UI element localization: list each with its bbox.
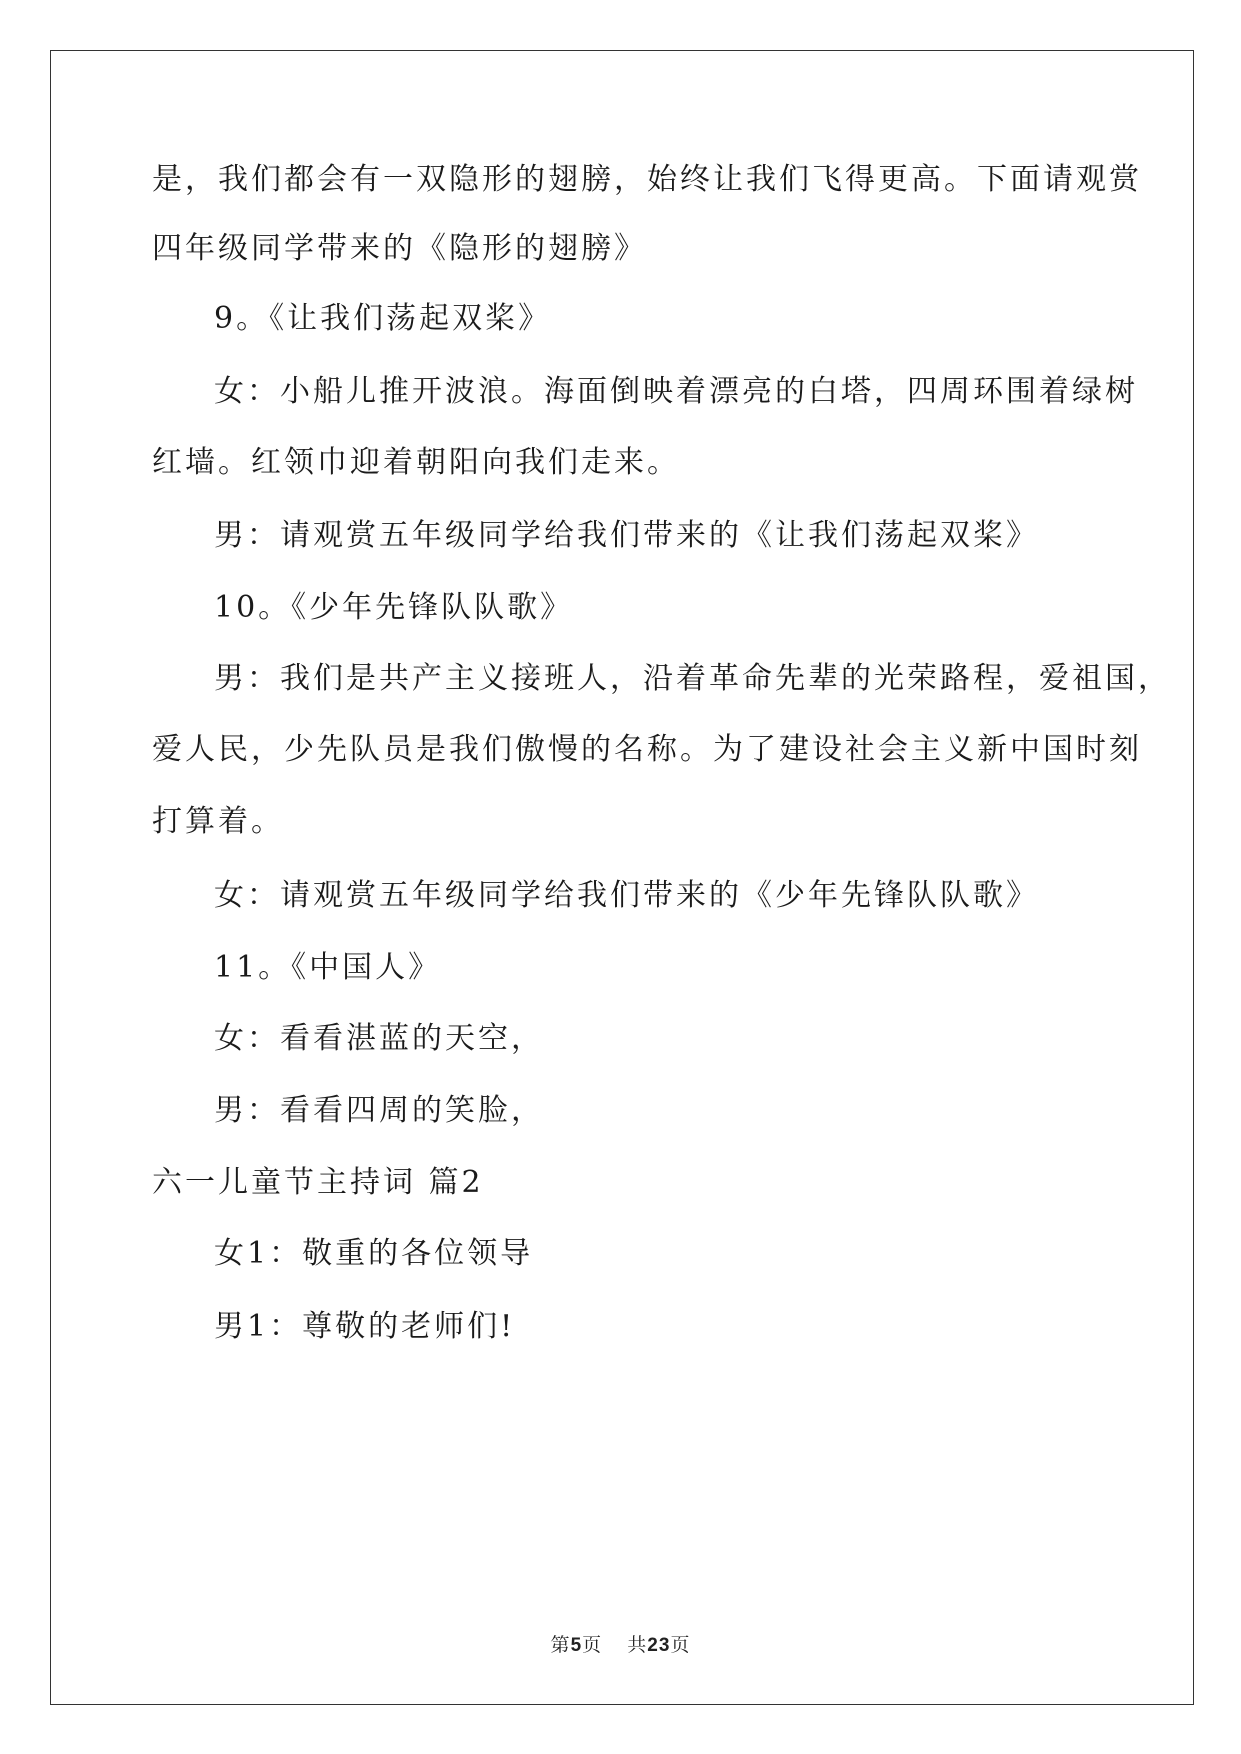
paragraph-line: 女：看看湛蓝的天空，	[214, 1021, 544, 1056]
total-page-number: 23	[647, 1635, 671, 1656]
paragraph-line: 女1：敬重的各位领导	[214, 1236, 534, 1271]
paragraph-line: 四年级同学带来的《隐形的翅膀》	[152, 231, 647, 266]
paragraph-line: 爱人民，少先队员是我们傲慢的名称。为了建设社会主义新中国时刻	[152, 732, 1142, 767]
paragraph-line: 男：看看四周的笑脸，	[214, 1093, 544, 1128]
section-heading: 10。《少年先锋队队歌》	[214, 590, 574, 625]
footer-prefix: 第	[550, 1635, 571, 1656]
current-page-number: 5	[570, 1635, 583, 1656]
paragraph-line: 打算着。	[152, 804, 284, 839]
paragraph-line: 男1：尊敬的老师们!	[214, 1309, 516, 1344]
footer-total-prefix: 共	[627, 1635, 648, 1656]
section-heading: 11。《中国人》	[214, 950, 442, 985]
paragraph-line: 红墙。红领巾迎着朝阳向我们走来。	[152, 445, 680, 480]
paragraph-line: 男：请观赏五年级同学给我们带来的《让我们荡起双桨》	[214, 518, 1039, 553]
paragraph-line: 女：小船儿推开波浪。海面倒映着漂亮的白塔，四周环围着绿树	[214, 374, 1138, 409]
paragraph-line: 女：请观赏五年级同学给我们带来的《少年先锋队队歌》	[214, 878, 1039, 913]
section-heading: 9。《让我们荡起双桨》	[214, 301, 552, 336]
page-footer	[0, 1630, 1241, 1657]
footer-page-word: 页	[582, 1635, 603, 1656]
paragraph-line: 男：我们是共产主义接班人，沿着革命先辈的光荣路程，爱祖国，	[214, 661, 1171, 696]
paragraph-line: 是，我们都会有一双隐形的翅膀，始终让我们飞得更高。下面请观赏	[152, 162, 1142, 197]
section-title: 六一儿童节主持词 篇2	[152, 1165, 484, 1200]
footer-total-suffix: 页	[670, 1635, 691, 1656]
